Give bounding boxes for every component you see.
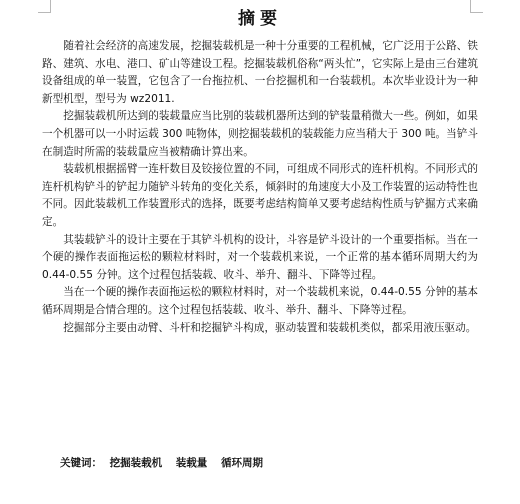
keyword-item: 挖掘装载机	[109, 457, 163, 469]
keywords-label: 关键词：	[60, 457, 102, 469]
paragraph-3: 装载机根据摇臂一连杆数目及铰接位置的不同，可组成不同形式的连杆机构。不同形式的连杆机构铲斗的铲起力随铲斗转角的变化关系，倾斜时的角速度大小及工作装置的运动特性也不同。因此装载机工作装置形式的选择，既要考虑结构简单又要考虑结构性质与铲掘方式来确定。	[42, 163, 478, 228]
paragraph-6: 挖掘部分主要由动臂、斗杆和挖掘铲斗构成，驱动装置和装载机类似，都采用液压驱动。	[63, 321, 477, 334]
abstract-body	[42, 38, 478, 337]
keywords-line	[60, 456, 273, 470]
keyword-item: 装载量	[175, 457, 208, 469]
paragraph-5: 当在一个硬的操作表面拖运松的颗粒材料时，对一个装载机来说，0.44-0.55 分钟的基本循环周期是合情合理的。这个过程包括装载、收斗、举升、翻斗、下降等过程。	[42, 286, 478, 316]
abstract-title: 摘要	[238, 9, 282, 29]
paragraph-1: 随着社会经济的高速发展，挖掘装载机是一种十分重要的工程机械，它广泛用于公路、铁路、建筑、水电、港口、矿山等建设工程。挖掘装载机俗称“两头忙”，它实际上是由三台建筑设备组成的单一装置，它包含了一台拖拉机、一台挖掘机和一台装载机。本次毕业设计为一种新型机型，型号为 wz2011.	[42, 40, 478, 105]
paragraph-4: 其装载铲斗的设计主要在于其铲斗机构的设计，斗容是铲斗设计的一个重要指标。当在一个硬的操作表面拖运松的颗粒材料时，对一个装载机来说，一个正常的基本循环周期大约为 0.44-0.55 分钟。这个过程包括装载、收斗、举升、翻斗、下降等过程。	[42, 233, 478, 281]
keyword-item: 循环周期	[220, 457, 263, 469]
paragraph-2: 挖掘装载机所达到的装载量应当比别的装载机器所达到的铲装量稍微大一些。例如，如果一个机器可以一小时运载 300 吨物体，则挖掘装载机的装载能力应当稍大于 300 吨。当铲斗在制造时所需的装载量应当被精确计算出来。	[42, 110, 478, 158]
